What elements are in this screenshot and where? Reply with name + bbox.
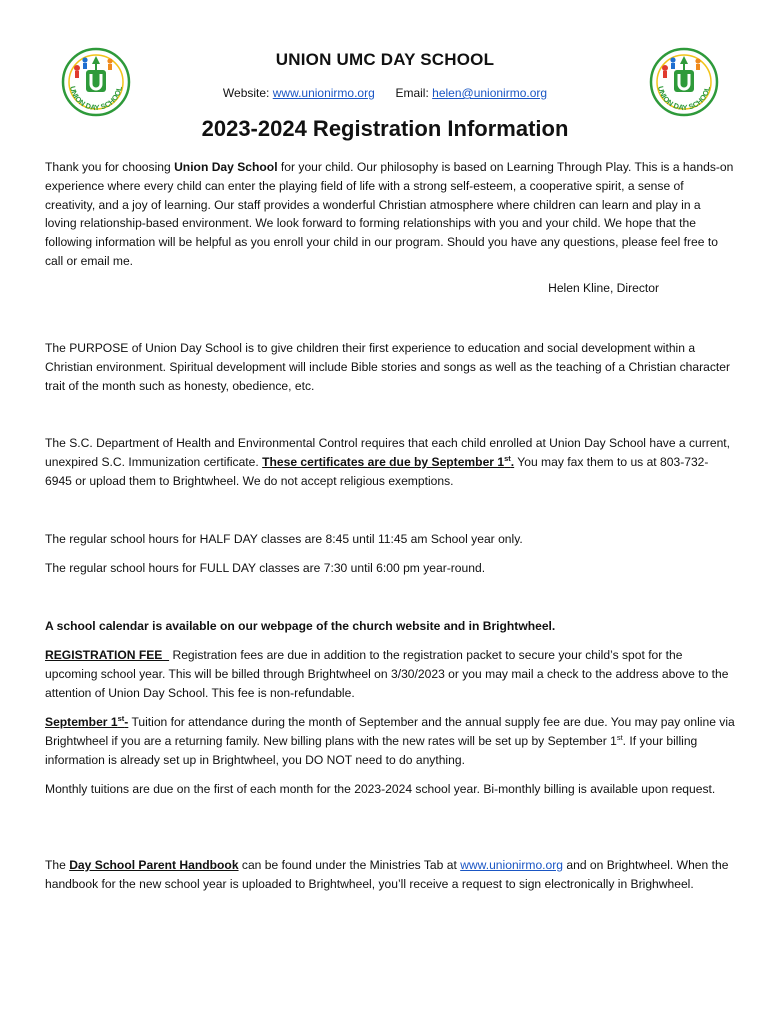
email-link[interactable]: helen@unionirmo.org — [432, 86, 548, 100]
september-paragraph: September 1st- Tuition for attendance during the month of September and the annual supply fee are due. You may pay online via Brightwheel if you are a returning family. New billing plans with the new rates will be set up by September 1st. If your billing information is already set up in Brightwheel, you DO NOT need to do anything. — [45, 713, 735, 767]
director-signature: Helen Kline, Director — [548, 281, 659, 295]
page-title: 2023-2024 Registration Information — [201, 116, 569, 141]
purpose-paragraph: The PURPOSE of Union Day School is to give children their first experience to education and social development within a Christian environment. Spiritual development will include Bible stories and songs as well as the teaching of a Christian character trait of the month such as honesty, obedience, etc. — [45, 341, 730, 393]
september-label: September 1st- — [45, 713, 129, 729]
school-name: UNION UMC DAY SCHOOL — [275, 50, 495, 69]
parent-handbook-title: Day School Parent Handbook — [69, 858, 239, 872]
registration-fee-label: REGISTRATION FEE — [45, 648, 170, 662]
immunization-paragraph: The S.C. Department of Health and Environmental Control requires that each child enrolled at Union Day School have a current, unexpired S.C. Immunization certificate. These certificates are due by September 1st. You may fax them to us at 803-732-6945 or upload them to Brightwheel. We do not accept religious exemptions. — [45, 436, 731, 488]
school-name-bold: Union Day School — [174, 160, 278, 174]
intro-paragraph: Thank you for choosing Union Day School for your child. Our philosophy is based on Learning Through Play. This is a hands-on experience where every child can enter the playing field of life with a strong self-esteem, a cooperative spirit, a sense of creativity, and a joy of learning. Our staff provides a wonderful Christian atmosphere where children can learn and play in a loving relationship-based environment. We look forward to forming relationships with you and your child. We hope that the following information will be helpful as you enroll your child in our program. Should you have any questions, please feel free to call or email me. — [45, 160, 734, 268]
email-label: Email: — [395, 86, 429, 100]
monthly-tuition-paragraph: Monthly tuitions are due on the first of each month for the 2023-2024 school year. Bi-monthly billing is available upon request. — [45, 782, 716, 796]
handbook-paragraph: The Day School Parent Handbook can be found under the Ministries Tab at www.unionirmo.org and on Brightwheel. When the handbook for the new school year is uploaded to Brightwheel, you’ll receive a request to sign electronically in Brighwheel. — [45, 858, 729, 891]
website-link[interactable]: www.unionirmo.org — [272, 86, 375, 100]
website-label: Website: — [222, 86, 270, 100]
registration-fee-paragraph: REGISTRATION FEE Registration fees are due in addition to the registration packet to secure your child’s spot for the upcoming school year. This will be billed through Brightwheel on 3/30/2023 or you may mail a check to the address above to the attention of Union Day School. This fee is non-refundable. — [45, 648, 729, 700]
svg-text:UNION DAY SCHOOL: UNION DAY SCHOOL — [656, 85, 712, 113]
contact-line — [0, 86, 770, 100]
svg-text:UNION DAY SCHOOL: UNION DAY SCHOOL — [68, 85, 124, 113]
handbook-website-link[interactable]: www.unionirmo.org — [460, 858, 564, 872]
half-day-hours: The regular school hours for HALF DAY classes are 8:45 until 11:45 am School year only. — [45, 532, 523, 546]
full-day-hours: The regular school hours for FULL DAY classes are 7:30 until 6:00 pm year-round. — [45, 561, 486, 575]
certificate-deadline: These certificates are due by September 1st. — [262, 453, 515, 469]
calendar-note: A school calendar is available on our webpage of the church website and in Brightwheel. — [45, 619, 556, 633]
